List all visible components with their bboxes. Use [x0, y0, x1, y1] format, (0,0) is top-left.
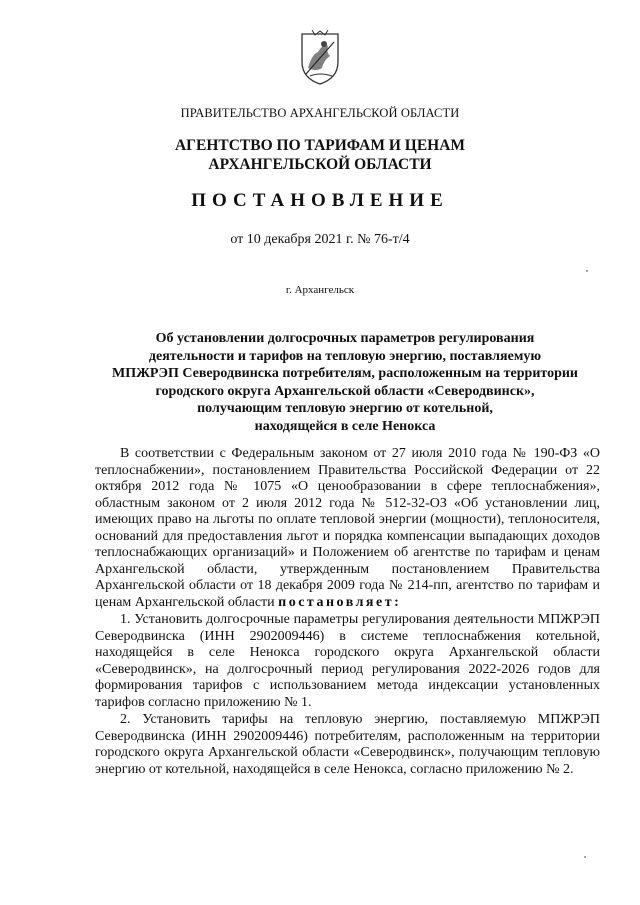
agency-name-line2: АРХАНГЕЛЬСКОЙ ОБЛАСТИ [208, 156, 432, 173]
preamble-text: В соответствии с Федеральным законом от 27 июля 2010 года № 190-ФЗ «О теплоснабжении», постановлением Правительства Российской Федерации от 22 октября 2012 года № 1075 «О ценообразовании в сфере теплоснабжения», областным законом от 2 июля 2012 года № 512-32-ОЗ «Об установлении лиц, имеющих право на льготы по оплате тепловой энергии (мощности), теплоносителя, оснований для предоставления льгот и порядка компенсации выпадающих доходов теплоснабжающих организаций» и Положением об агентстве по тарифам и ценам Архангельской области, утвержденным постановлением Правительства Архангельской области от 18 декабря 2009 года № 214-пп, агентство по тарифам и ценам Архангельской области [95, 446, 600, 610]
title-line: находящейся в селе Ненокса [254, 418, 436, 434]
item-1-paragraph: 1. Установить долгосрочные параметры регулирования деятельности МПЖРЭП Северодвинска (ИНН 2902009446) в системе теплоснабжения котельной, находящейся в селе Ненокса городского округа Архангельской области «Северодвинск», на долгосрочный период регулирования 2022-2026 годов для формирования тарифов с использованием метода индексации установленных тарифов согласно приложению № 1. [95, 612, 600, 710]
coat-of-arms-icon [298, 28, 342, 86]
document-title [95, 330, 595, 435]
resolves-colon: : [394, 594, 402, 610]
resolves-keyword: постановляет [278, 594, 395, 610]
agency-name-line1: АГЕНТСТВО ПО ТАРИФАМ И ЦЕНАМ [174, 137, 466, 154]
title-line: Об установлении долгосрочных параметров регулирования [155, 331, 535, 346]
preamble-paragraph [95, 446, 600, 611]
date-number: от 10 декабря 2021 г. № 76-т/4 [230, 232, 410, 247]
title-line: деятельности и тарифов на тепловую энергию, поставляемую [148, 348, 542, 364]
item-2-paragraph: 2. Установить тарифы на тепловую энергию, поставляемую МПЖРЭП Северодвинска (ИНН 2902009446) потребителям, расположенным на территории городского округа Архангельской области «Северодвинск», получающим тепловую энергию от котельной, находящейся в селе Ненокса, согласно приложению № 2. [95, 712, 600, 777]
government-name: ПРАВИТЕЛЬСТВО АРХАНГЕЛЬСКОЙ ОБЛАСТИ [180, 106, 460, 120]
scan-speck [584, 856, 586, 858]
agency-name [0, 136, 640, 174]
city: г. Архангельск [285, 284, 355, 296]
document-type: ПОСТАНОВЛЕНИЕ [191, 190, 449, 211]
title-line: МПЖРЭП Северодвинска потребителям, расположенным на территории [111, 366, 578, 381]
document-body [95, 446, 600, 779]
scan-speck [586, 270, 588, 272]
title-line: городского округа Архангельской области «Северодвинск», [155, 383, 535, 399]
title-line: получающим тепловую энергию от котельной, [197, 401, 493, 416]
